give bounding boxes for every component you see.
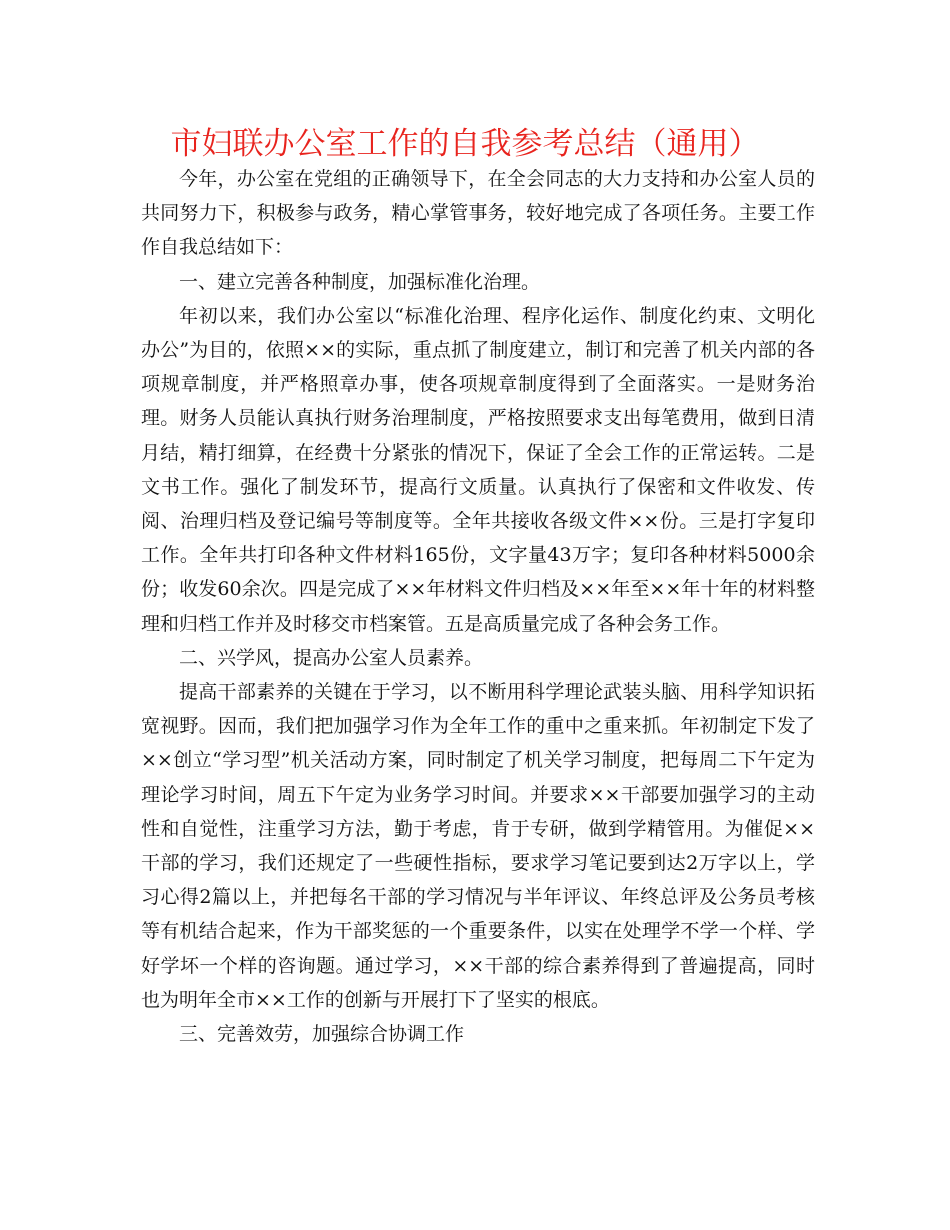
document-title: 市妇联办公室工作的自我参考总结（通用） [170,126,760,162]
section-heading-2: 二、兴学风，提高办公室人员素养。 [179,646,484,669]
section-heading-1: 一、建立完善各种制度，加强标准化治理。 [179,270,541,293]
paragraph-section-2: 提高干部素养的关键在于学习，以不断用科学理论武装头脑、用科学知识拓宽视野。因而，我们把加强学习作为全年工作的重中之重来抓。年初制定下发了××创立“学习型”机关活动方案，同时制定了机关学习制度，把每周二下午定为理论学习时间，周五下午定为业务学习时间。并要求××干部要加强学习的主动性和自觉性，注重学习方法，勤于考虑，肯于专研，做到学精管用。为催促××干部的学习，我们还规定了一些硬性指标，要求学习笔记要到达2万字以上，学习心得2篇以上，并把每名干部的学习情况与半年评议、年终总评及公务员考核等有机结合起来，作为干部奖惩的一个重要条件，以实在处理学不学一个样、学好学坏一个样的咨询题。通过学习，××干部的综合素养得到了普遍提高，同时也为明年全市××工作的创新与开展打下了坚实的根底。 [141,681,815,1011]
paragraph-section-1: 年初以来，我们办公室以“标准化治理、程序化运作、制度化约束、文明化办公”为目的，依照××的实际，重点抓了制度建立，制订和完善了机关内部的各项规章制度，并严格照章办事，使各项规章制度得到了全面落实。一是财务治理。财务人员能认真执行财务治理制度，严格按照要求支出每笔费用，做到日清月结，精打细算，在经费十分紧张的情况下，保证了全会工作的正常运转。二是文书工作。强化了制发环节，提高行文质量。认真执行了保密和文件收发、传阅、治理归档及登记编号等制度等。全年共接收各级文件××份。三是打字复印工作。全年共打印各种文件材料165份，文字量43万字；复印各种材料5000余份；收发60余次。四是完成了××年材料文件归档及××年至××年十年的材料整理和归档工作并及时移交市档案管。五是高质量完成了各种会务工作。 [141,304,815,635]
document-body [141,162,815,1051]
paragraph-intro: 今年，办公室在党组的正确领导下，在全会同志的大力支持和办公室人员的共同努力下，积极参与政务，精心掌管事务，较好地完成了各项任务。主要工作作自我总结如下： [141,168,815,259]
section-heading-3: 三、完善效劳，加强综合协调工作 [179,1023,465,1046]
